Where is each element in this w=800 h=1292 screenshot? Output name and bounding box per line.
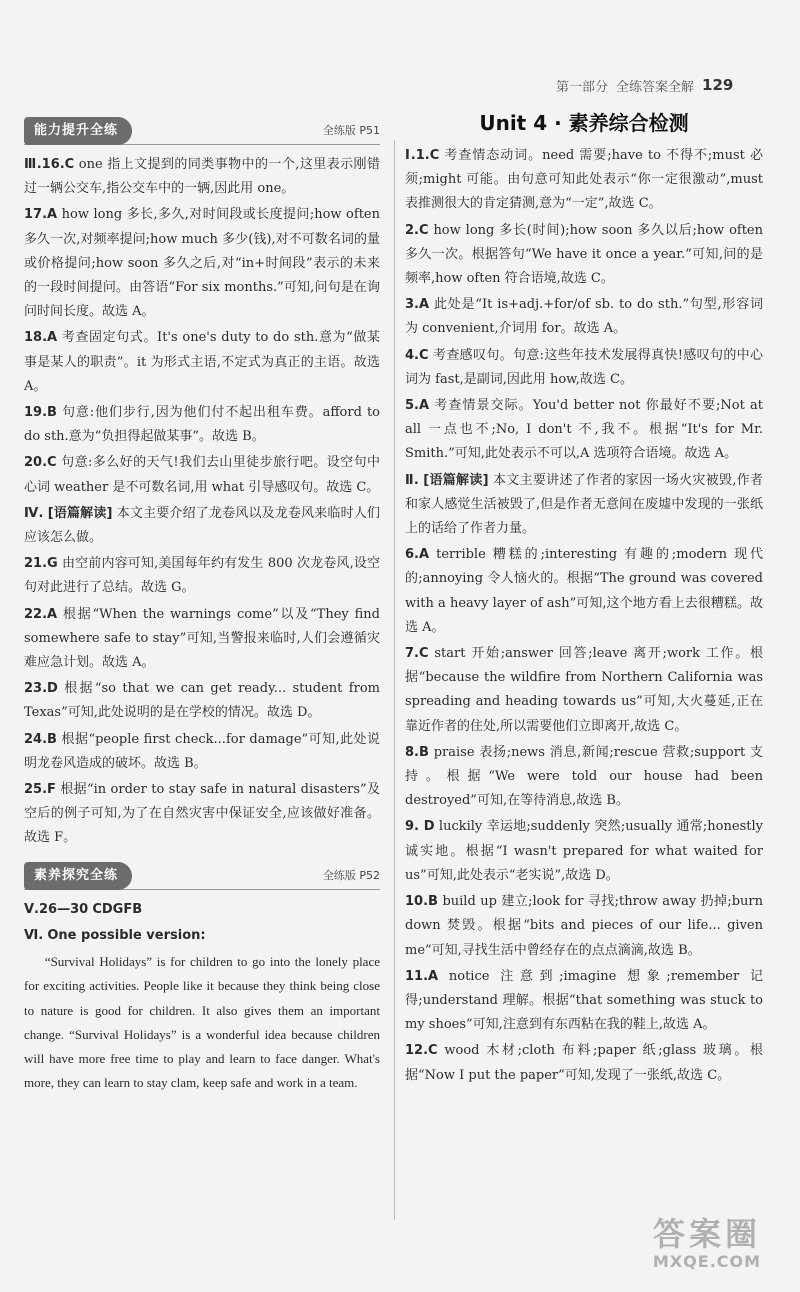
answer-item-vi (24, 924, 380, 948)
answer-list-unit4 (405, 144, 763, 1088)
item-number: 2.C (405, 222, 429, 238)
item-explanation: 此处是“It is+adj.+for/of sb. to do sth.”句型,形容词为 convenient,介词用 for。故选 A。 (405, 297, 763, 337)
item-number: Ⅳ. (24, 505, 44, 521)
item-explanation: 本文主要讲述了作者的家因一场火灾被毁,作者和家人感觉生活被毁了,但是作者无意间在废墟中发现的一张纸上的话给了作者力量。 (405, 472, 763, 537)
item-number: 17.A (24, 207, 58, 223)
item-explanation: one 指上文提到的同类事物中的一个,这里表示刚错过一辆公交车,指公交车中的一辆,因此用 one。 (24, 157, 380, 197)
section-banner-ability (24, 118, 380, 145)
answer-item (24, 552, 380, 600)
item-number: 12.C (405, 1043, 438, 1059)
watermark-url: MXQE.COM (652, 1252, 762, 1271)
answer-item (405, 144, 763, 217)
item-explanation: 由空前内容可知,美国每年约有发生 800 次龙卷风,设空句对此进行了总结。故选 G。 (24, 556, 381, 596)
banner-ref: 全练版 P51 (322, 123, 380, 137)
right-column (405, 108, 763, 1090)
item-explanation: 本文主要介绍了龙卷风以及龙卷风来临时人们应该怎么做。 (24, 505, 380, 546)
page-number: 129 (702, 76, 734, 94)
item-explanation: 根据“When the warnings come”以及“They find somewhere safe to stay”可知,当警报来临时,人们会遵循灾难应急计划。故选 A。 (24, 606, 380, 671)
item-number: 7.C (405, 646, 429, 662)
answer-item (405, 469, 763, 542)
answer-item (405, 815, 763, 888)
answer-item (24, 728, 380, 776)
item-explanation: 考查感叹句。句意:这些年技术发展得真快!感叹句的中心词为 fast,是副词,因此用 how,故选 C。 (405, 347, 763, 387)
item-explanation: start 开始;answer 回答;leave 离开;work 工作。根据“because the wildfire from Northern California was spreading and heading towards us”可知,大火蔓延,正在靠近作者的住处,所以需要他们立即离开,故选 C。 (405, 646, 763, 734)
page-header (556, 72, 776, 98)
item-number: 24.B (24, 731, 57, 747)
answer-item (24, 603, 380, 676)
answer-item (24, 203, 380, 324)
unit-title: Unit 4 · 素养综合检测 (479, 111, 689, 135)
answer-item (24, 502, 380, 550)
item-explanation: notice 注意到;imagine 想象;remember 记得;understand 理解。根据“that something was stuck to my shoes”可知,注意到有东西粘在我的鞋上,故选 A。 (405, 968, 763, 1033)
answer-item (24, 451, 380, 499)
answer-item (405, 1039, 763, 1087)
answer-item-v (24, 898, 380, 922)
item-explanation: 根据“people first check...for damage”可知,此处说明龙卷风造成的破坏。故选 B。 (24, 731, 380, 771)
answer-item (24, 326, 380, 399)
item-number: 3.A (405, 297, 430, 313)
watermark-logo (622, 1216, 792, 1280)
item-explanation: 根据“so that we can get ready... student from Texas”可知,此处说明的是在学校的情况。故选 D。 (24, 681, 380, 721)
banner-title: 素养探究全练 (24, 862, 132, 890)
item-number: 11.A (405, 968, 439, 984)
item-number: 22.A (24, 606, 58, 622)
item-explanation: wood 木材;cloth 布料;paper 纸;glass 玻璃。根据“Now I put the paper”可知,发现了一张纸,故选 C。 (405, 1043, 763, 1083)
item-number: 6.A (405, 547, 430, 563)
item-number: 9. D (405, 819, 435, 835)
watermark-text: 答案圈 (652, 1215, 761, 1253)
item-explanation: 根据“in order to stay safe in natural disasters”及空后的例子可知,为了在自然灾害中保证安全,应该做好准备。故选 F。 (24, 782, 380, 846)
answer-list-ability (24, 153, 380, 851)
item-number: 20.C (24, 455, 57, 471)
item-explanation: luckily 幸运地;suddenly 突然;usually 通常;honestly 诚实地。根据“I wasn't prepared for what waited for us”可知,此处表示“老实说”,故选 D。 (405, 819, 763, 883)
answer-item (405, 543, 763, 640)
item-explanation: how long 多长,多久,对时间段或长度提问;how often 多久一次,对频率提问;how much 多少(钱),对不可数名词的量或价格提问;how soon 多久之后,对“in+时间段”表示的未来的一段时间提问。由答语“For six months.”可知,问句是在询问时间长度。故选 A。 (24, 207, 380, 320)
answer-item (24, 153, 380, 201)
discourse-label: [语篇解读] (47, 505, 113, 521)
item-number: Ⅴ.26—30 (24, 901, 89, 917)
item-explanation: build up 建立;look for 寻找;throw away 扔掉;burn down 焚毁。根据“bits and pieces of our life... given me”可知,寻找生活中曾经存在的点点滴滴,故选 B。 (405, 894, 763, 958)
item-number: Ⅰ.1.C (405, 148, 440, 163)
item-answer: CDGFB (92, 901, 143, 917)
answer-item (405, 219, 763, 292)
item-number: 8.B (405, 744, 429, 760)
header-book: 全练答案全解 (616, 79, 695, 95)
banner-title: 能力提升全练 (24, 117, 132, 145)
item-number: Ⅱ. (405, 472, 419, 488)
answer-item (405, 642, 763, 739)
item-number: Ⅵ. (24, 927, 44, 943)
item-explanation: terrible 糟糕的;interesting 有趣的;modern 现代的;annoying 令人恼火的。根据“The ground was covered with a heavy layer of ash”可知,这个地方看上去很糟糕。故选 A。 (405, 547, 763, 635)
answer-item (405, 344, 763, 392)
answer-item (405, 741, 763, 814)
column-divider (394, 140, 395, 1220)
answer-item (405, 890, 763, 963)
answer-item (405, 293, 763, 341)
item-explanation: 句意:多么好的天气!我们去山里徒步旅行吧。设空句中心词 weather 是不可数名词,用 what 引导感叹句。故选 C。 (24, 455, 380, 495)
item-number: 23.D (24, 681, 58, 697)
discourse-label: [语篇解读] (423, 472, 489, 488)
item-explanation: 考查情态动词。need 需要;have to 不得不;must 必须;might 可能。由句意可知此处表示“你一定很激动”,must 表推测很大的肯定猜测,意为“一定”,故选 C。 (405, 148, 763, 212)
answer-item (24, 778, 380, 851)
item-explanation: praise 表扬;news 消息,新闻;rescue 营救;support 支持。根据“We were told our house had been destroyed”可知,在等待消息,故选 B。 (405, 744, 763, 809)
item-number: Ⅲ.16.C (24, 157, 75, 172)
section-banner-inquiry (24, 863, 380, 890)
banner-ref: 全练版 P52 (322, 868, 380, 882)
item-explanation: how long 多长(时间);how soon 多久以后;how often 多久一次。根据答句“We have it once a year.”可知,问的是频率,how often 符合语境,故选 C。 (405, 222, 763, 287)
item-number: 25.F (24, 782, 56, 798)
item-explanation: 句意:他们步行,因为他们付不起出租车费。afford to do sth.意为“负担得起做某事”。故选 B。 (24, 405, 381, 445)
header-part: 第一部分 (556, 79, 609, 95)
item-number: 10.B (405, 894, 438, 910)
sample-essay (24, 950, 380, 1095)
item-number: 5.A (405, 398, 430, 414)
item-number: 4.C (405, 347, 429, 363)
left-column (24, 118, 380, 1095)
item-number: 18.A (24, 330, 58, 346)
item-explanation: 考查情景交际。You'd better not 你最好不要;Not at all 一点也不;No, I don't 不,我不。根据“It's for Mr. Smith.”可知,此处表示不可以,A 选项符合语境。故选 A。 (405, 398, 763, 462)
answer-item (24, 677, 380, 725)
item-number: 21.G (24, 556, 58, 572)
answer-item (24, 401, 380, 449)
item-number: 19.B (24, 405, 57, 421)
answer-item (405, 394, 763, 467)
answer-item (405, 965, 763, 1038)
essay-text: “Survival Holidays” is for children to go into the lonely place for exciting activities. People like it because they think being close to nature is good for children. It also gives them an important change. “Survival Holidays” is a wonderful idea because children will have more free time to play and learn to face danger. What's more, they can learn to stay clam, keep safe and work in a team. (24, 954, 380, 1091)
item-explanation: 考查固定句式。It's one's duty to do sth.意为“做某事是某人的职责”。it 为形式主语,不定式为真正的主语。故选 A。 (24, 330, 380, 394)
essay-heading: One possible version: (47, 927, 206, 943)
